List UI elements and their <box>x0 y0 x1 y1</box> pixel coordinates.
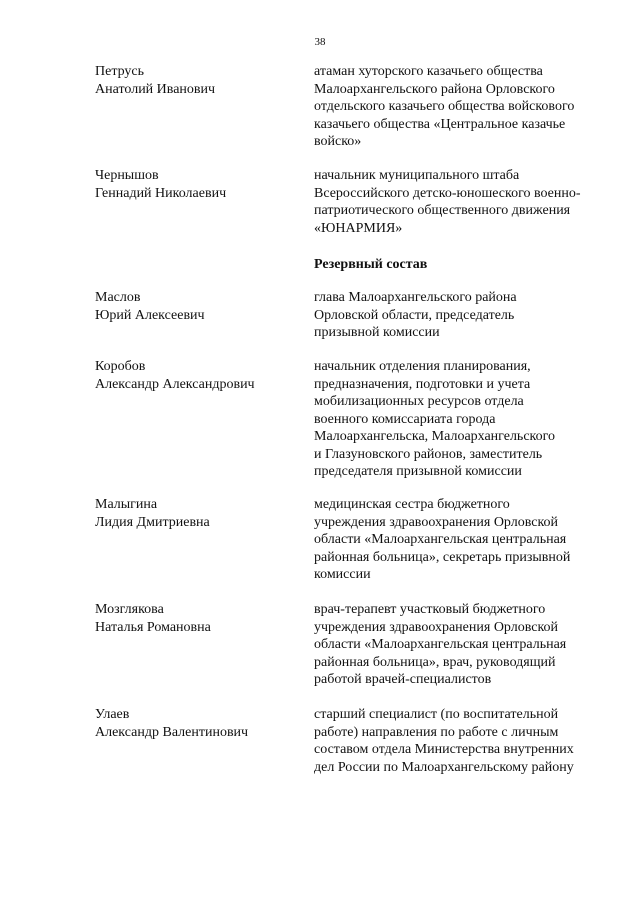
page-number: 38 <box>314 36 326 48</box>
person-given-name: Юрий Алексеевич <box>95 307 205 323</box>
person-name <box>95 601 300 636</box>
person-role: глава Малоархангельского района Орловской области, председатель призывной комиссии <box>314 290 517 340</box>
person-given-name: Александр Александрович <box>95 376 255 392</box>
person-given-name: Александр Валентинович <box>95 724 249 740</box>
person-name <box>95 63 300 98</box>
person-given-name: Наталья Романовна <box>95 619 211 635</box>
person-surname: Мозглякова <box>95 602 164 617</box>
person-name <box>95 167 300 202</box>
person-name <box>95 496 300 531</box>
person-surname: Чернышов <box>95 168 159 183</box>
person-surname: Петрусь <box>95 64 145 79</box>
person-role: врач-терапевт участковый бюджетного учреждения здравоохранения Орловской области «Малоархангельская центральная районная больница», врач, руководящий работой врачей-специалистов <box>314 602 567 687</box>
person-role: атаман хуторского казачьего общества Малоархангельского района Орловского отдельского казачьего общества войскового казачьего общества «Центральное казачье войско» <box>314 64 575 149</box>
reserve-section-title: Резервный состав <box>314 257 428 272</box>
person-surname: Улаев <box>95 707 130 722</box>
person-role: медицинская сестра бюджетного учреждения здравоохранения Орловской области «Малоархангельская центральная районная больница», секретарь призывной комиссии <box>314 497 571 582</box>
person-name <box>95 706 300 741</box>
person-role: начальник муниципального штаба Всероссийского детско-юношеского военно- патриотического общественного движения «ЮНАРМИЯ» <box>314 168 581 236</box>
person-name <box>95 289 300 324</box>
person-given-name: Геннадий Николаевич <box>95 185 227 201</box>
person-role: начальник отделения планирования, предназначения, подготовки и учета мобилизационных ресурсов отдела военного комиссариата города Малоархангельска, Малоархангельского и Глазуновского районов, заместитель председателя призывной комиссии <box>314 359 556 479</box>
person-surname: Малыгина <box>95 497 158 512</box>
person-role: старший специалист (по воспитательной работе) направления по работе с личным составом отдела Министерства внутренних дел России по Малоархангельскому району <box>314 707 574 775</box>
person-surname: Коробов <box>95 359 146 374</box>
person-given-name: Лидия Дмитриевна <box>95 514 210 530</box>
person-name <box>95 358 300 393</box>
person-surname: Маслов <box>95 290 141 305</box>
person-given-name: Анатолий Иванович <box>95 81 216 97</box>
